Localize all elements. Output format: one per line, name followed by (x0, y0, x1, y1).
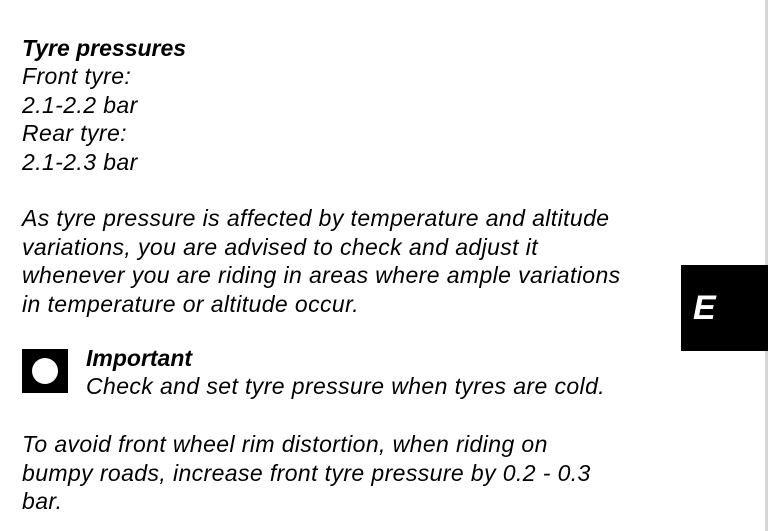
paragraph-pressure-variation (22, 204, 672, 318)
paragraph-line: bar. (22, 488, 63, 514)
important-body: Check and set tyre pressure when tyres are cold. (86, 373, 606, 399)
paragraph-line: As tyre pressure is affected by temperature and altitude (22, 205, 610, 231)
important-dot-icon (22, 349, 68, 393)
paragraph-line: whenever you are riding in areas where ample variations (22, 262, 621, 288)
rear-tyre-value: 2.1-2.3 bar (22, 148, 138, 175)
front-tyre-label: Front tyre: (22, 63, 132, 89)
important-title: Important (86, 345, 193, 371)
section-heading: Tyre pressures (22, 35, 187, 61)
spacer (22, 402, 672, 430)
paragraph-line: variations, you are advised to check and adjust it (22, 233, 539, 260)
pressure-values (22, 62, 672, 176)
paragraph-line: in temperature or altitude occur. (22, 290, 360, 317)
spacer (22, 176, 672, 204)
rear-tyre-label: Rear tyre: (22, 120, 127, 146)
paragraph-line: bumpy roads, increase front tyre pressure by 0.2 - 0.3 (22, 459, 591, 486)
paragraph-line: To avoid front wheel rim distortion, when riding on (22, 431, 548, 457)
paragraph-rim-distortion (22, 430, 672, 516)
manual-content (22, 34, 672, 516)
spacer (22, 318, 672, 344)
front-tyre-value: 2.1-2.2 bar (22, 91, 138, 118)
important-text (86, 344, 605, 401)
important-dot (32, 358, 58, 384)
section-tab: E (681, 265, 768, 351)
important-note (22, 344, 672, 402)
